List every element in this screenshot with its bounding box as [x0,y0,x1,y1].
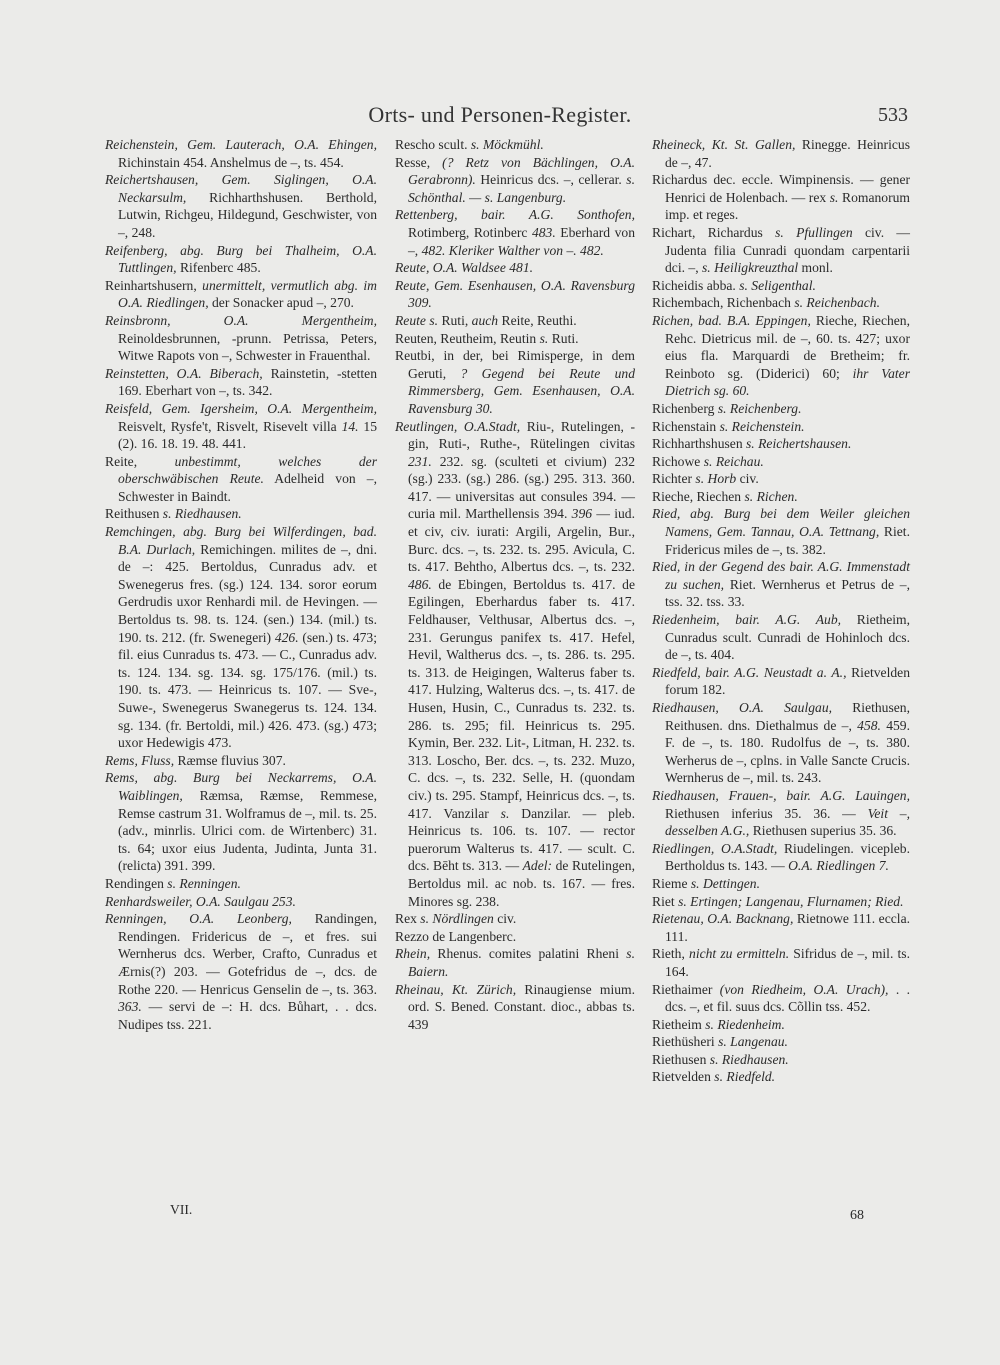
register-entry: Rems, abg. Burg bei Neckarrems, O.A. Waiblingen, Ræmsa, Ræmse, Remmese, Remse castrum 31. Wolframus de –, mil. ts. 25. (adv., minrlis. Ulrici com. de Wirtenberc) 31. ts. 64; uxor eius Judenta, Judinta, Junta 31. (relicta) 391. 399. [105,770,377,874]
register-entry: Richen, bad. B.A. Eppingen, Rieche, Riechen, Rehc. Dietricus mil. de –, 60. ts. 427; uxor eius fla. Marquardi de Bretheim; fr. Reinboto sg. (Diderici) 60; ihr Vater Dietrich sg. 60. [652,312,911,399]
register-entry: Rietvelden s. Riedfeld. [652,1069,776,1085]
register-entry: Rhein, Rhenus. comites palatini Rheni s. Baiern. [395,946,635,979]
register-entry: Richowe s. Reichau. [652,453,764,469]
column-middle [395,136,635,1033]
register-entry: Rietheim s. Riedenheim. [652,1016,785,1032]
register-entry: Renningen, O.A. Leonberg, Randingen, Rendingen. Fridericus de –, et fres. sui Wernherus dcs. Werber, Crafto, Cunradus et Ærnis(?) 203. — Gotefridus de –, dcs. de Rothe 220. — Henricus Genselin de –, ts. 363. 363. — servi de –: H. dcs. Bůhart, . . dcs. Nudipes tss. 221. [105,911,377,1032]
sheet-mark: VII. [170,1202,193,1217]
register-entry: Ried, abg. Burg bei dem Weiler gleichen Namens, Gem. Tannau, O.A. Tettnang, Riet. Fridericus miles de –, ts. 382. [652,506,910,557]
register-entry: Richter s. Horb civ. [652,471,759,487]
register-entry: Reinstetten, O.A. Biberach, Rainstetin, -stetten 169. Eberhart von –, ts. 342. [105,365,377,399]
register-entry: Richenstain s. Reichenstein. [652,418,805,434]
register-entry: Riedlingen, O.A.Stadt, Riudelingen. viceplеb. Bertholdus ts. 143. — O.A. Riedlingen 7. [652,840,910,874]
register-entry: Richenberg s. Reichenberg. [652,400,802,416]
register-entry: Rettenberg, bair. A.G. Sonthofen, Rotimberg, Rotinberc 483. Eberhard von –, 482. Kleriker Walther von –. 482. [395,207,635,258]
register-entry: Riedfeld, bair. A.G. Neustadt a. A., Rietvelden forum 182. [652,664,910,698]
register-entry: Rieche, Riechen s. Richen. [652,488,798,504]
register-entry: Riedhausen, Frauen-, bair. A.G. Lauingen, Riethusen inferius 35. 36. — Veit –, desselben A.G., Riethusen superius 35. 36. [652,787,910,839]
register-entry: Riet s. Ertingen; Langenau, Flurnamen; Ried. [652,893,904,909]
register-entry: Rieme s. Dettingen. [652,875,760,891]
register-entry: Rex s. Nördlingen civ. [395,911,517,927]
register-entry: Remchingen, abg. Burg bei Wilferdingen, bad. B.A. Durlach, Remichingen. milites de –, dni. de –: 425. Bertoldus, Cunradus adv. et Swenegerus fres. (sg.) 124. 134. soror eorum Gerdrudis uxor Renhardi mil. de Hevingen. — Bertoldus ts. 98. ts. 124. (sen.) 134. (mil.) ts. 190. ts. 212. (fr. Swenegeri) 426. (sen.) ts. 473; fil. eius Cunradus ts. 473. — C., Cunradus adv. ts. 124. 134. sg. 134. sg. 175/176. (mil.) ts. 190. ts. 473. — Heinricus ts. 107. — Sve-, Suwe-, Swenegerus Swanegerus ts. 124. 134. sg. 134. (fr. Bertoldi, mil.) 426. 473. (sg.) 473; uxor Hedewigis 473. [105,524,377,751]
register-entry: Reutbi, in der, bei Rimisperge, in dem Geruti, ? Gegend bei Reute und Rimmersberg, Gem. Esenhausen, O.A. Ravensburg 30. [395,348,635,416]
register-entry: Rems, Fluss, Ræmse fluvius 307. [105,752,286,768]
signature-mark: 68 [850,1208,864,1223]
register-entry: Rheinau, Kt. Zürich, Rinaugiense mium. ord. S. Bened. Constant. dioc., abbas ts. 439 [395,981,635,1032]
register-entry: Rietenau, O.A. Backnang, Rietnowe 111. eccla. 111. [652,911,910,944]
register-entry: Reinhartshusern, unermittelt, vermutlich abg. im O.A. Riedlingen, der Sonacker apud –, 270. [105,277,378,311]
register-entry: Reichenstein, Gem. Lauterach, O.A. Ehingen, Richinstain 454. Anshelmus de –, ts. 454. [105,137,377,170]
register-entry: Riethusen s. Riedhausen. [652,1051,789,1067]
register-entry: Richharthshusen s. Reichertshausen. [652,436,852,452]
register-entry: Ried, in der Gegend des bair. A.G. Immenstadt zu suchen, Riet. Wernherus et Petrus de –, tss. 32. tss. 33. [652,559,911,610]
register-entry: Reifenberg, abg. Burg bei Thalheim, O.A. Tuttlingen, Rifenberc 485. [105,242,377,276]
register-entry: Rendingen s. Renningen. [105,875,241,891]
register-entry: Rezzo de Langenberc. [395,928,517,944]
register-entry: Richart, Richardus s. Pfullingen civ. — Judenta filia Cunradi quondam carpentarii dci. –, s. Heiligkreuzthal monl. [652,224,910,276]
register-entry: Rieth, nicht zu ermitteln. Sifridus de –, mil. ts. 164. [652,946,910,979]
register-entry: Reutlingen, O.A.Stadt, Riu-, Rutelingen, -gin, Ruti-, Ruthe-, Rütelingen civitas 231. 232. sg. (sculteti et civium) 232 (sg.) 233. (sg.) 286. (sg.) 295. 313. 360. 417. — universitas aut consules 394. — curia mil. Marthellensis 394. 396 — iud. et civ, civ. iurati: Argili, Argelin, Bur., Burc. dcs. –, ts. 232. ts. 295. Avicula, C. ts. 417. Behtho, Albertus dcs. –, ts. 232. 486. de Ebingen, Bertoldus ts. 417. de Egilingen, Eberhardus faber ts. 417. Feldhauser, Velthusar, Albertus dcs. –, 231. Gerungus panifex ts. 417. Hefel, Hevil, Waltherus dcs. –, ts. 286. ts. 295. ts. 313. de Heigingen, Walterus faber ts. 417. Hulzing, Walterus dcs. –, ts. 417. de Husen, Husin, C., Cunradus ts. 232. ts. 286. ts. 295; fil. Heinricus ts. 295. Kymin, Ber. 232. Lit-, Litman, H. 232. ts. 313. Loscho, Ber. dcs. –, ts. 232. Muzo, C. dcs. –, ts. 232. Selle, H. (quondam civ.) ts. 295. Stampf, Heinricus dcs. –, ts. 417. Vanzilar s. Danzilar. — pleb. Heinricus ts. 106. ts. 107. — rector puerorum Walterus ts. 417. — scult. C. dcs. Bēht ts. 313. — Adel: de Rutelingen, Bertoldus mil. ac nob. ts. 167. — fres. Minores sg. 238. [395,418,635,909]
register-entry: Reisfeld, Gem. Igersheim, O.A. Mergentheim, Reisvelt, Rysfe't, Risvelt, Risevelt villa 14. 15 (2). 16. 18. 19. 48. 441. [105,400,377,452]
register-entry: Reichertshausen, Gem. Siglingen, O.A. Neckarsulm, Richharthshusen. Berthold, Lutwin, Richgeu, Hildegund, Geschwister, von –, 248. [105,172,377,240]
page-number: 533 [878,104,908,126]
register-entry: Richardus dec. eccle. Wimpinensis. — gener Henrici de Holenbach. — rex s. Romanorum imp. et reges. [652,172,910,223]
page-header-title: Orts- und Personen-Register. [368,102,632,127]
register-entry: Rheineck, Kt. St. Gallen, Rinegge. Heinricus de –, 47. [652,137,910,170]
register-entry: Richeidis abba. s. Seligenthal. [652,277,816,293]
register-entry: Riedenheim, bair. A.G. Aub, Rietheim, Cunradus scult. Cunradi de Hohinloch dcs. de –, ts. 404. [652,612,910,663]
register-entry: Reute, Gem. Esenhausen, O.A. Ravensburg 309. [395,277,635,311]
register-entry: Reithusen s. Riedhausen. [105,506,242,522]
register-entry: Reute s. Ruti, auch Reite, Reuthi. [395,312,577,328]
column-left [105,136,377,1033]
register-entry: Riethüsheri s. Langenau. [652,1034,788,1050]
register-entry: Reute, O.A. Waldsee 481. [395,260,534,276]
register-entry: Resse, (? Retz von Bächlingen, O.A. Gerabronn). Heinricus dcs. –, cellerar. s. Schönthal. — s. Langenburg. [395,154,635,205]
register-entry: Richembach, Richenbach s. Reichenbach. [652,295,880,311]
register-entry: Reinsbronn, O.A. Mergentheim, Reinoldesbrunnen, -prunn. Petrissa, Peters, Witwe Rapots von –, Schwester in Frauenthal. [105,312,377,364]
register-entry: Reite, unbestimmt, welches der oberschwäbischen Reute. Adelheid von –, Schwester in Baindt. [105,453,378,504]
register-entry: Rescho scult. s. Möckmühl. [395,137,544,152]
register-entry: Riedhausen, O.A. Saulgau, Riethusen, Reithusen. dns. Diethalmus de –, 458. 459. F. de –, ts. 180. Rudolfus de –, ts. 380. Werherus de –, cplns. in Valle Sancte Crucis. Wernherus de –, mil. ts. 243. [652,700,911,786]
register-entry: Reuten, Reutheim, Reutin s. Ruti. [395,330,579,346]
register-entry: Renhardsweiler, O.A. Saulgau 253. [105,893,296,909]
register-entry: Riethaimer (von Riedheim, O.A. Urach), . . dcs. –, et fil. suus dcs. Cõllin tss. 452. [652,981,911,1015]
column-right [652,136,910,1086]
